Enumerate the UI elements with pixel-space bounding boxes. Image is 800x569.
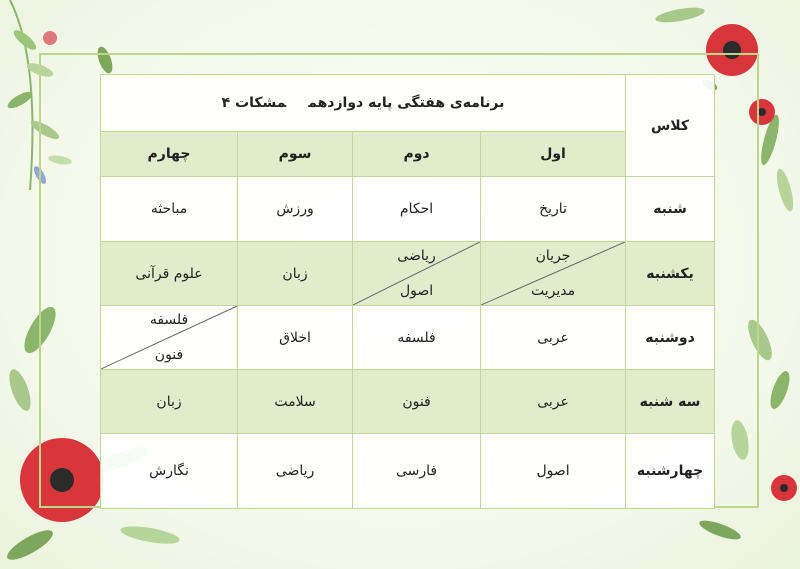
column-header-4: چهارم — [101, 132, 238, 177]
column-header-1: اول — [481, 132, 626, 177]
day-label: چهارشنبه — [626, 434, 715, 509]
table-row — [101, 370, 715, 434]
schedule-cell: مباحثه — [101, 177, 238, 242]
cell-top-subject: ریاضی — [397, 248, 436, 264]
cell-top-subject: فلسفه — [149, 312, 189, 328]
schedule-cell: ورزش — [238, 177, 353, 242]
schedule-cell: فارسی — [353, 434, 481, 509]
day-label: یکشنبه — [626, 242, 715, 306]
column-header-3: سوم — [238, 132, 353, 177]
day-label: شنبه — [626, 177, 715, 242]
schedule-cell: زبان — [238, 242, 353, 306]
cell-bottom-subject: فنون — [154, 347, 184, 363]
weekly-schedule-table — [100, 74, 715, 509]
schedule-cell: ریاضی — [238, 434, 353, 509]
schedule-cell: فلسفه — [353, 306, 481, 370]
cell-bottom-subject: اصول — [399, 283, 434, 299]
split-schedule-cell — [481, 242, 626, 306]
title-class-name: مشکات ۴ — [221, 95, 287, 111]
table-row — [101, 242, 715, 306]
schedule-cell: تاریخ — [481, 177, 626, 242]
title-main: برنامه‌ی هفتگی پایه دوازدهم — [308, 95, 505, 111]
day-label: دوشنبه — [626, 306, 715, 370]
schedule-cell: عربی — [481, 370, 626, 434]
schedule-cell: علوم قرآنی — [101, 242, 238, 306]
schedule-cell: اصول — [481, 434, 626, 509]
schedule-cell: زبان — [101, 370, 238, 434]
column-header-2: دوم — [353, 132, 481, 177]
cell-bottom-subject: مدیریت — [530, 283, 576, 299]
schedule-cell: سلامت — [238, 370, 353, 434]
schedule-cell: عربی — [481, 306, 626, 370]
page-title — [101, 75, 626, 132]
cell-top-subject: جریان — [535, 248, 571, 264]
schedule-cell: فنون — [353, 370, 481, 434]
day-label: سه شنبه — [626, 370, 715, 434]
schedule-cell: نگارش — [101, 434, 238, 509]
split-schedule-cell — [101, 306, 238, 370]
schedule-cell: اخلاق — [238, 306, 353, 370]
table-row — [101, 434, 715, 509]
split-schedule-cell — [353, 242, 481, 306]
table-row — [101, 306, 715, 370]
schedule-cell: احکام — [353, 177, 481, 242]
class-label: کلاس — [626, 75, 715, 177]
table-row — [101, 177, 715, 242]
